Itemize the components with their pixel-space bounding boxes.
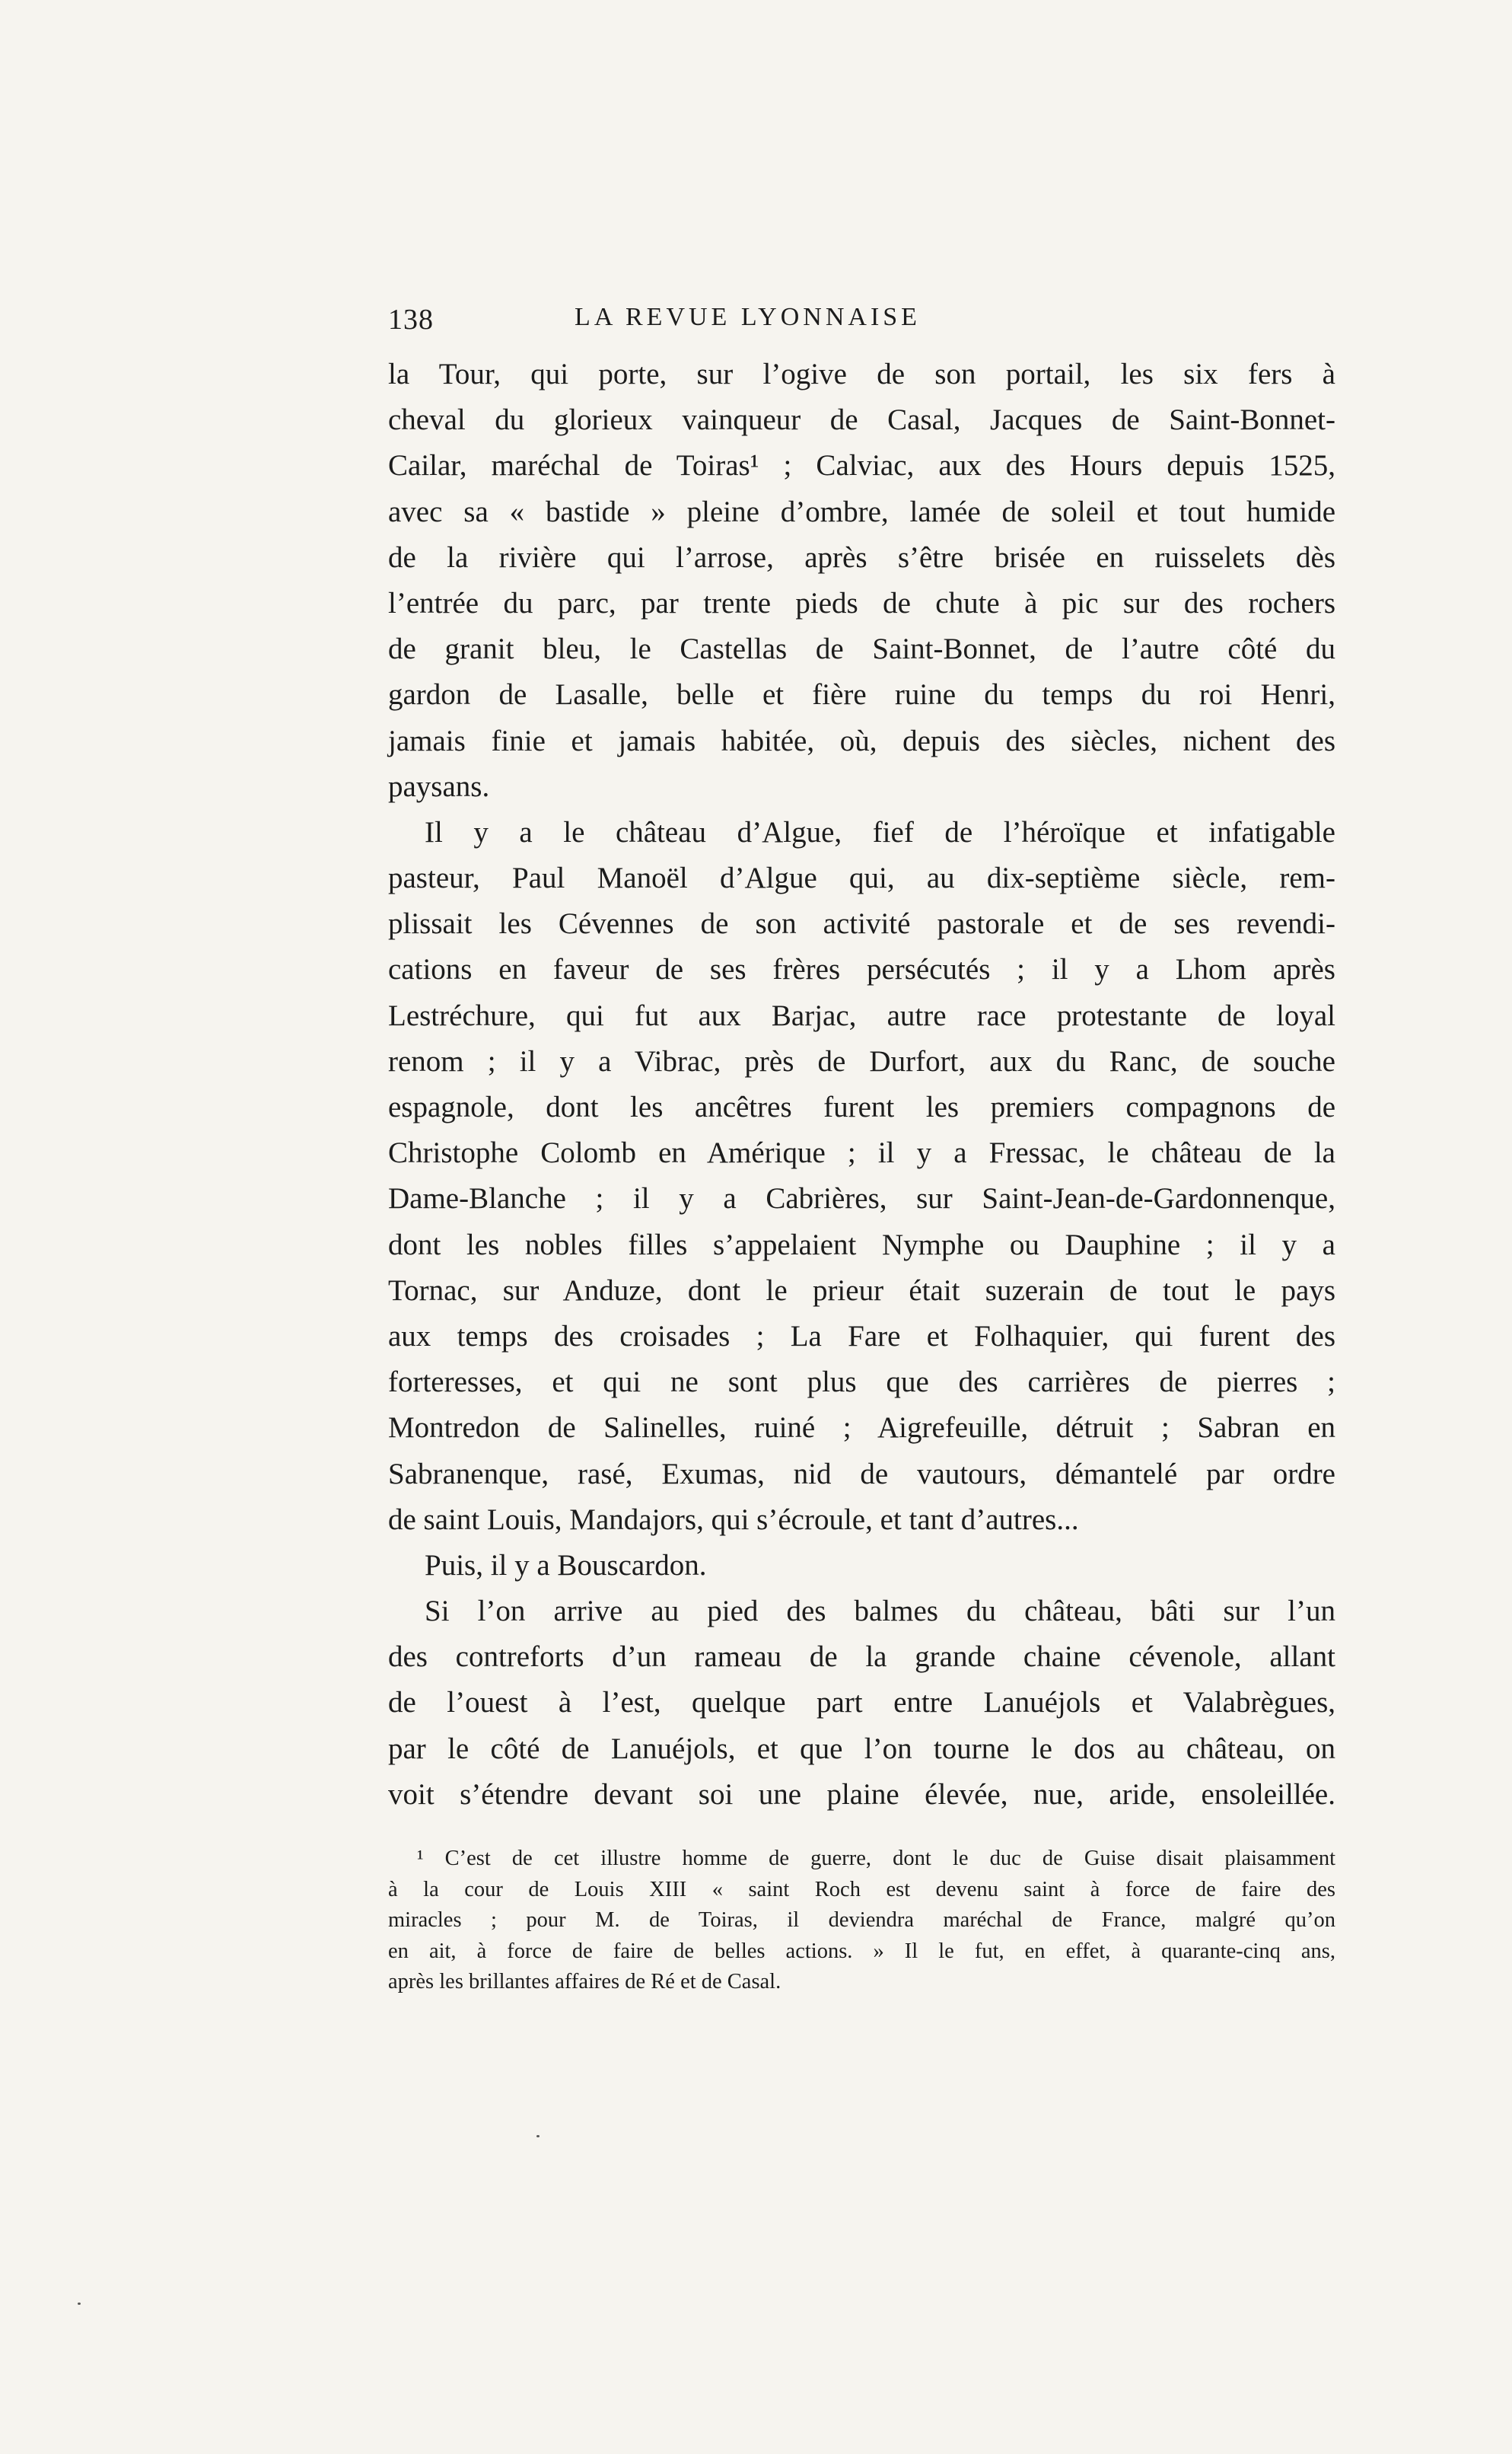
running-head — [388, 303, 1077, 341]
text-line: Il y a le château d’Algue, fief de l’héroïque et infatigable — [425, 815, 1335, 849]
text-line: la Tour, qui porte, sur l’ogive de son portail, les six fers à — [388, 358, 1335, 390]
text-line: Tornac, sur Anduze, dont le prieur était suzerain de tout le pays — [388, 1273, 1335, 1307]
text-line: cations en faveur de ses frères persécutés ; il y a Lhom après — [388, 953, 1335, 986]
footnote-line: après les brillantes affaires de Ré et de Casal. — [388, 1970, 781, 1993]
text-line: Puis, il y a Bouscardon. — [425, 1548, 707, 1582]
text-line: Si l’on arrive au pied des balmes du château, bâti sur l’un — [425, 1595, 1335, 1628]
footnote-line: ¹ C’est de cet illustre homme de guerre, dont le duc de Guise disait plaisamment — [417, 1847, 1335, 1870]
page-number: 138 — [388, 304, 434, 336]
text-line: de granit bleu, le Castellas de Saint-Bonnet, de l’autre côté du — [388, 633, 1335, 666]
text-line: Dame-Blanche ; il y a Cabrières, sur Saint-Jean-de-Gardonnenque, — [388, 1182, 1335, 1216]
text-line: plissait les Cévennes de son activité pastorale et de ses revendi- — [388, 907, 1335, 941]
scan-speck — [536, 2135, 540, 2137]
text-line: renom ; il y a Vibrac, près de Durfort, aux du Ranc, de souche — [388, 1044, 1335, 1078]
text-line: dont les nobles filles s’appelaient Nymphe ou Dauphine ; il y a — [388, 1228, 1335, 1261]
footnote-line: en ait, à force de faire de belles actions. » Il le fut, en effet, à quarante-cinq ans, — [388, 1939, 1335, 1963]
text-line: de l’ouest à l’est, quelque part entre Lanuéjols et Valabrègues, — [388, 1686, 1335, 1719]
text-line: pasteur, Paul Manoël d’Algue qui, au dix-septième siècle, rem- — [388, 862, 1335, 895]
journal-title: LA REVUE LYONNAISE — [575, 303, 921, 331]
text-line: gardon de Lasalle, belle et fière ruine du temps du roi Henri, — [388, 678, 1335, 712]
text-line: de la rivière qui l’arrose, après s’être brisée en ruisselets dès — [388, 540, 1335, 574]
text-line: Montredon de Salinelles, ruiné ; Aigrefeuille, détruit ; Sabran en — [388, 1411, 1335, 1445]
text-line: l’entrée du parc, par trente pieds de chute à pic sur des rochers — [388, 586, 1335, 620]
footnotes — [388, 1844, 1335, 1998]
body-text — [388, 352, 1335, 1818]
text-line: Christophe Colomb en Amérique ; il y a Fressac, le château de la — [388, 1136, 1335, 1170]
text-line: espagnole, dont les ancêtres furent les premiers compagnons de — [388, 1091, 1335, 1123]
text-line: Cailar, maréchal de Toiras¹ ; Calviac, aux des Hours depuis 1525, — [388, 449, 1335, 483]
scan-speck — [78, 2303, 81, 2305]
text-line: avec sa « bastide » pleine d’ombre, lamée de soleil et tout humide — [388, 495, 1335, 528]
text-line: de saint Louis, Mandajors, qui s’écroule, et tant d’autres... — [388, 1503, 1079, 1536]
text-line: des contreforts d’un rameau de la grande chaine cévenole, allant — [388, 1640, 1335, 1674]
footnote-line: miracles ; pour M. de Toiras, il deviendra maréchal de France, malgré qu’on — [388, 1908, 1335, 1932]
text-line: forteresses, et qui ne sont plus que des carrières de pierres ; — [388, 1366, 1335, 1399]
text-line: Sabranenque, rasé, Exumas, nid de vautours, démantelé par ordre — [388, 1457, 1335, 1490]
footnote-line: à la cour de Louis XIII « saint Roch est devenu saint à force de faire des — [388, 1877, 1335, 1901]
text-line: jamais finie et jamais habitée, où, depuis des siècles, nichent des — [388, 724, 1335, 757]
text-line: aux temps des croisades ; La Fare et Folhaquier, qui furent des — [388, 1319, 1335, 1353]
text-line: voit s’étendre devant soi une plaine élevée, nue, aride, ensoleillée. — [388, 1777, 1335, 1811]
text-line: Lestréchure, qui fut aux Barjac, autre race protestante de loyal — [388, 999, 1335, 1032]
text-line: par le côté de Lanuéjols, et que l’on tourne le dos au château, on — [388, 1732, 1335, 1765]
text-line: cheval du glorieux vainqueur de Casal, Jacques de Saint-Bonnet- — [388, 403, 1335, 437]
text-line: paysans. — [388, 770, 490, 803]
